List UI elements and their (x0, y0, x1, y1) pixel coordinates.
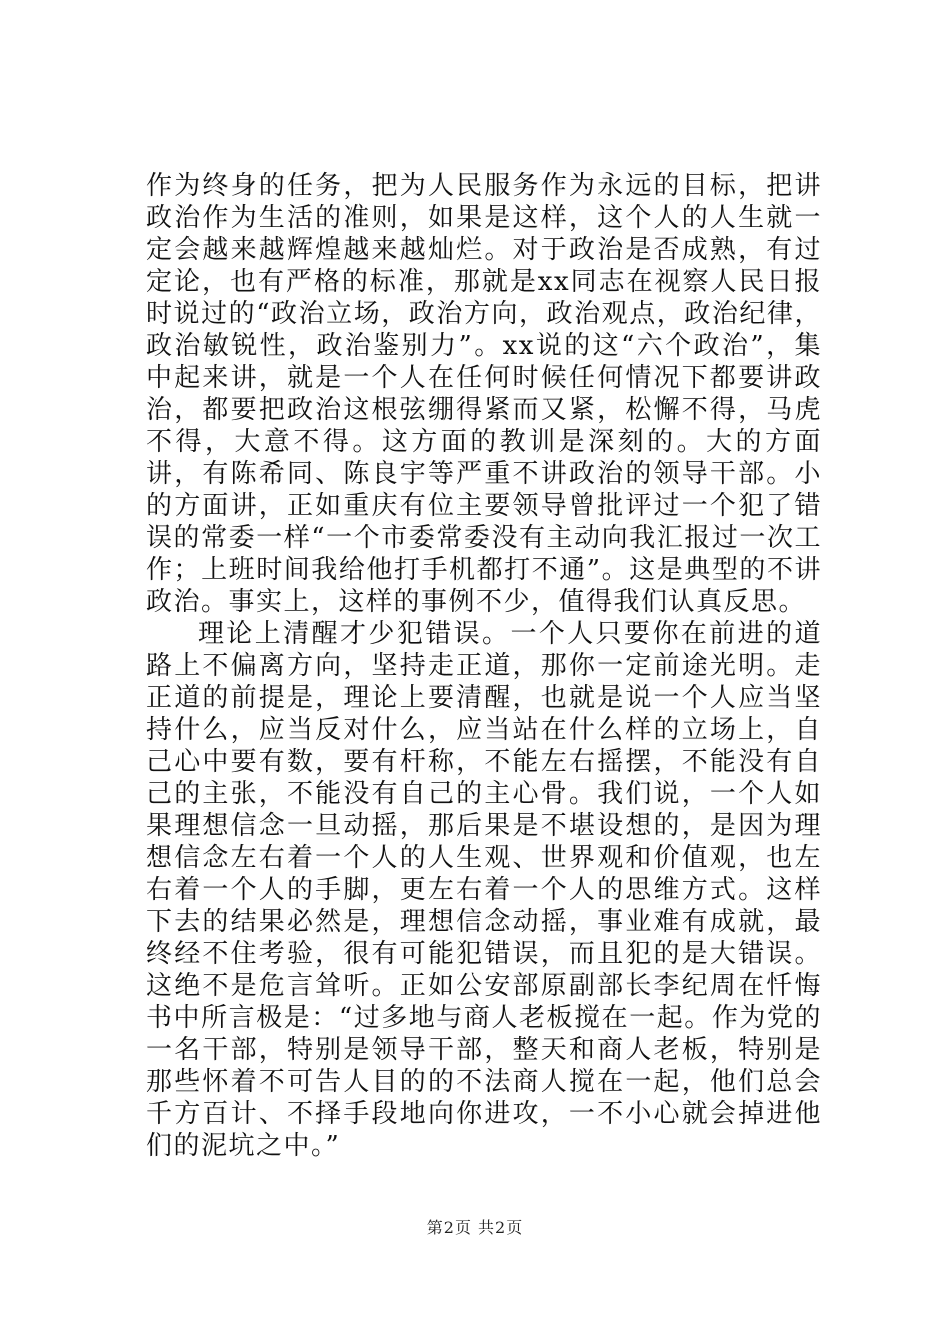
paragraph-2: 理论上清醒才少犯错误。一个人只要你在前进的道路上不偏离方向，坚持走正道，那你一定前途光明。走正道的前提是，理论上要清醒，也就是说一个人应当坚持什么，应当反对什么，应当站在什么样的立场上，自己心中要有数，要有杆称，不能左右摇摆，不能没有自己的主张，不能没有自己的主心骨。我们说，一个人如果理想信念一旦动摇，那后果是不堪设想的，是因为理想信念左右着一个人的人生观、世界观和价值观，也左右着一个人的手脚，更左右着一个人的思维方式。这样下去的结果必然是，理想信念动摇，事业难有成就，最终经不住考验，很有可能犯错误，而且犯的是大错误。这绝不是危言耸听。正如公安部原副部长李纪周在忏悔书中所言极是：“过多地与商人老板搅在一起。作为党的一名干部，特别是领导干部，整天和商人老板，特别是那些怀着不可告人目的的不法商人搅在一起，他们总会千方百计、不择手段地向你进攻，一不小心就会掉进他们的泥坑之中。” (146, 619, 822, 1161)
page-number-footer: 第2页 共2页 (426, 1218, 524, 1237)
document-body (146, 170, 822, 1162)
paragraph-1: 作为终身的任务，把为人民服务作为永远的目标，把讲政治作为生活的准则，如果是这样，这个人的人生就一定会越来越辉煌越来越灿烂。对于政治是否成熟，有过定论，也有严格的标准，那就是xx同志在视察人民日报时说过的“政治立场，政治方向，政治观点，政治纪律，政治敏锐性，政治鉴别力”。xx说的这“六个政治”，集中起来讲，就是一个人在任何时候任何情况下都要讲政治，都要把政治这根弦绷得紧而又紧，松懈不得，马虎不得，大意不得。这方面的教训是深刻的。大的方面讲，有陈希同、陈良宇等严重不讲政治的领导干部。小的方面讲，正如重庆有位主要领导曾批评过一个犯了错误的常委一样“一个市委常委没有主动向我汇报过一次工作；上班时间我给他打手机都打不通”。这是典型的不讲政治。事实上，这样的事例不少，值得我们认真反思。 (146, 171, 822, 617)
